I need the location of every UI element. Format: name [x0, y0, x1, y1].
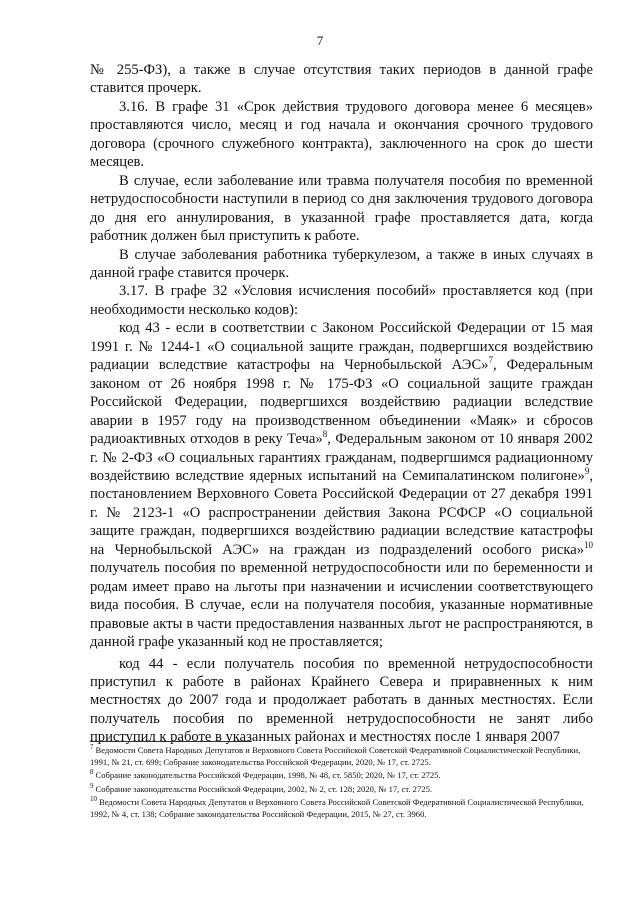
footnote-divider: [90, 741, 252, 742]
footnote-10: [90, 797, 600, 820]
footnote-text: Собрание законодательства Российской Федерации, 1998, № 48, ст. 5850; 2020, № 17, ст. 2725.: [95, 770, 441, 780]
paragraph-code-44: код 44 - если получатель пособия по временной нетрудоспособности приступил к работе в районах Крайнего Севера и приравненных к ним местностях до 2007 года и продолжает работать в данных местностях. Если получатель пособия по временной нетрудоспособности не занят либо приступил к работе в указанных районах и местностях после 1 января 2007: [90, 655, 593, 746]
main-text: [90, 61, 593, 747]
code43-part4: , постановлением Верховного Совета Российской Федерации от 27 декабря 1991 г. № 2123-1 «О распространении действия Закона РСФСР «О социальной защите граждан, подвергшихся воздействию радиации вследствие катастрофы на Чернобыльской АЭС» на граждан из подразделений особого риска»: [90, 467, 593, 558]
paragraph-continuation: № 255-ФЗ), а также в случае отсутствия таких периодов в данной графе ставится прочерк.: [90, 62, 593, 97]
footnote-mark: 9: [90, 781, 94, 790]
paragraph-3-17: 3.17. В графе 32 «Условия исчисления пособий» проставляется код (при необходимости несколько кодов):: [90, 283, 593, 318]
footnote-mark: 10: [90, 795, 97, 804]
footnote-text: Собрание законодательства Российской Федерации, 2002, № 2, ст. 128; 2020, № 17, ст. 2725.: [95, 783, 433, 794]
footnote-9: [90, 781, 600, 796]
footnote-ref-8[interactable]: 8: [322, 429, 328, 440]
footnote-text: Ведомости Совета Народных Депутатов и Верховного Совета Российской Советской Федеративной Социалистической Республики, 1992, № 4, ст. 138; Собрание законодательства Российской Федерации, 2015, № 27, ст. 3960.: [90, 797, 584, 819]
code43-part2: , Федеральным законом от 26 ноября 1998 г. № 175-ФЗ «О социальной защите граждан Российской Федерации, подвергшихся воздействию радиации вследствие аварии в 1957 году на производственном объединении «Маяк» и сбросов радиоактивных отходов в реку Теча»: [90, 357, 593, 448]
footnote-ref-9[interactable]: 9: [584, 466, 590, 477]
paragraph-illness-case: В случае, если заболевание или травма получателя пособия по временной нетрудоспособности наступили в период со дня заключения трудового договора до дня его аннулирования, в указанной графе проставляется дата, когда работник должен был приступить к работе.: [90, 172, 593, 245]
footnote-text: Ведомости Совета Народных Депутатов и Верховного Совета Российской Советской Федеративной Социалистической Республики, 1991, № 21, ст. 699; Собрание законодательства Российской Федерации, 2020, № 17, ст. 2725.: [90, 745, 581, 767]
footnote-mark: 7: [90, 743, 94, 752]
paragraph-tuberculosis-case: В случае заболевания работника туберкулезом, а также в иных случаях в данной графе ставится прочерк.: [90, 246, 593, 281]
footnotes: [90, 745, 600, 822]
footnote-ref-10[interactable]: 10: [584, 539, 593, 550]
footnote-8: [90, 770, 600, 782]
footnote-ref-7[interactable]: 7: [488, 355, 493, 366]
footnote-mark: 8: [90, 768, 94, 777]
code43-part3: , Федеральным законом от 10 января 2002 г. № 2-ФЗ «О социальных гарантиях гражданам, подвергшимся радиационному воздействию вследствие ядерных испытаний на Семипалатинском полигоне»: [90, 431, 593, 484]
footnote-7: [90, 745, 600, 768]
code43-part5: получатель пособия по временной нетрудоспособности или по беременности и родам имеет право на льготы при назначении и исчислении соответствующего вида пособия. В случае, если на получателя пособия, указанные нормативные правовые акты в части предоставления названных льгот не распространяются, в данной графе указанный код не проставляется;: [90, 560, 593, 651]
code43-part1: код 43 - если в соответствии с Законом Российской Федерации от 15 мая 1991 г. № 1244-1 «О социальной защите граждан, подвергшихся воздействию радиации вследствие катастрофы на Чернобыльской АЭС»: [90, 320, 593, 374]
page-number: 7: [316, 33, 324, 48]
paragraph-3-16: 3.16. В графе 31 «Срок действия трудового договора менее 6 месяцев» проставляются число, месяц и год начала и окончания срочного трудового договора (срочного служебного контракта), заключенного на срок до шести месяцев.: [90, 98, 593, 171]
paragraph-code-43: [90, 319, 593, 651]
